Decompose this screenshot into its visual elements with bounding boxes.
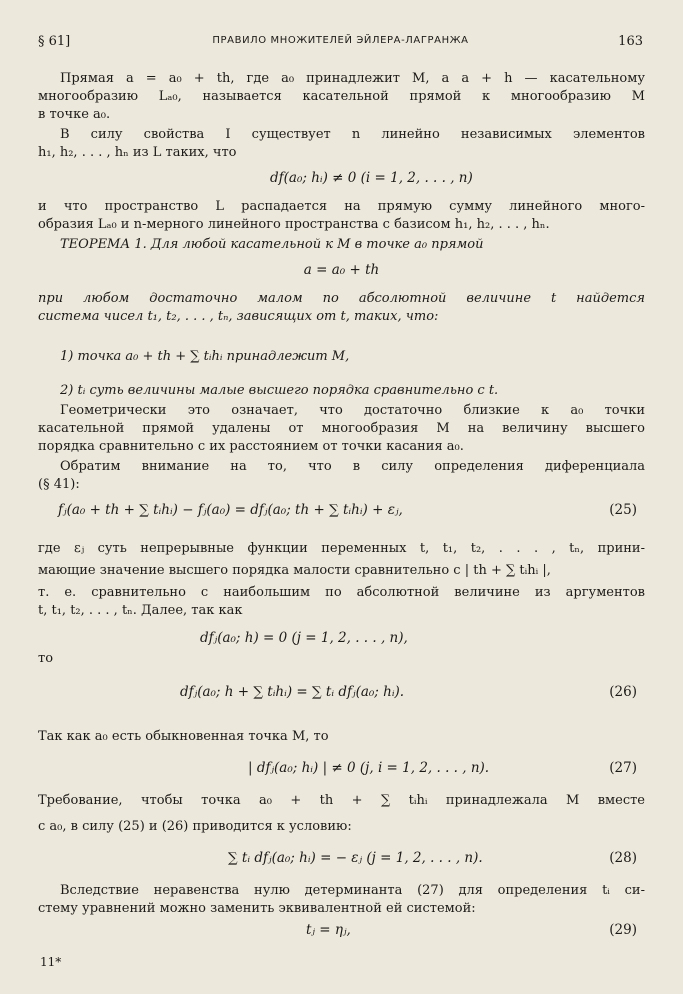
text-line: образия Lₐ₀ и n-мерного линейного пространства с базисом h₁, h₂, . . . , hₙ. xyxy=(38,217,550,232)
signature-mark: 11* xyxy=(40,955,62,969)
text-line: касательной прямой удалены от многообразия M на величину высшего xyxy=(38,421,645,436)
equation-number: (27) xyxy=(609,760,637,776)
text-line: с a₀, в силу (25) и (26) приводится к условию: xyxy=(38,819,352,834)
text-line: Вследствие неравенства нулю детерминанта (27) для определения tᵢ си- xyxy=(60,883,645,898)
text-line: Прямая a = a₀ + th, где a₀ принадлежит M, а a + h — касательному xyxy=(60,71,645,86)
running-title: ПРАВИЛО МНОЖИТЕЛЕЙ ЭЙЛЕРА-ЛАГРАНЖА xyxy=(212,35,469,46)
text-line: В силу свойства I существует n линейно независимых элементов xyxy=(60,127,645,142)
equation-number: (28) xyxy=(609,850,637,866)
text-line: порядка сравнительно с их расстоянием от точки касания a₀. xyxy=(38,439,464,454)
text-line: где εⱼ суть непрерывные функции переменных t, t₁, t₂, . . . , tₙ, прини- xyxy=(38,541,645,556)
text-line: в точке a₀. xyxy=(38,107,111,122)
section-mark: § 61] xyxy=(38,34,71,49)
formula: a = a₀ + th xyxy=(303,262,380,278)
formula: fⱼ(a₀ + th + ∑ tᵢhᵢ) − fⱼ(a₀) = dfⱼ(a₀; th + ∑ tᵢhᵢ) + εⱼ, xyxy=(58,502,403,518)
equation-number: (29) xyxy=(609,922,637,938)
text-line: Так как a₀ есть обыкновенная точка M, то xyxy=(38,729,329,744)
text-line: (§ 41): xyxy=(38,477,80,492)
equation-number: (26) xyxy=(609,684,637,700)
formula: ∑ tᵢ dfⱼ(a₀; hᵢ) = − εⱼ (j = 1, 2, . . . , n). xyxy=(228,850,483,866)
text-line: Требование, чтобы точка a₀ + th + ∑ tᵢhᵢ принадлежала M вместе xyxy=(38,793,645,808)
text-line: то xyxy=(38,651,54,666)
text-line: Обратим внимание на то, что в силу определения диференциала xyxy=(60,459,645,474)
theorem-statement: ТЕОРЕМА 1. Для любой касательной к M в точке a₀ прямой xyxy=(60,237,484,252)
text-line: Геометрически это означает, что достаточно близкие к a₀ точки xyxy=(60,403,645,418)
formula: tⱼ = ηⱼ, xyxy=(306,922,351,938)
text-line: 2) tᵢ суть величины малые высшего порядка сравнительно с t. xyxy=(60,383,499,398)
running-header xyxy=(38,34,643,54)
text-line: стему уравнений можно заменить эквивалентной ей системой: xyxy=(38,901,476,916)
text-line: 1) точка a₀ + th + ∑ tᵢhᵢ принадлежит M, xyxy=(60,349,350,364)
text-line: и что пространство L распадается на прямую сумму линейного много- xyxy=(38,199,645,214)
text-line: мающие значение высшего порядка малости сравнительно с | th + ∑ tᵢhᵢ |, xyxy=(38,563,551,578)
text-line: т. е. сравнительно с наибольшим по абсолютной величине из аргументов xyxy=(38,585,645,600)
page-number: 163 xyxy=(618,34,643,49)
text-line: h₁, h₂, . . . , hₙ из L таких, что xyxy=(38,145,237,160)
text-line: при любом достаточно малом по абсолютной величине t найдется xyxy=(38,291,645,306)
formula: | dfⱼ(a₀; hᵢ) | ≠ 0 (j, i = 1, 2, . . . , n). xyxy=(248,760,490,776)
formula: dfⱼ(a₀; h) = 0 (j = 1, 2, . . . , n), xyxy=(200,630,408,646)
text-line: многообразию Lₐ₀, называется касательной прямой к многообразию M xyxy=(38,89,645,104)
text-line: t, t₁, t₂, . . . , tₙ. Далее, так как xyxy=(38,603,243,618)
text-line: система чисел t₁, t₂, . . . , tₙ, зависящих от t, таких, что: xyxy=(38,309,439,324)
formula: df(a₀; hᵢ) ≠ 0 (i = 1, 2, . . . , n) xyxy=(270,170,473,186)
equation-number: (25) xyxy=(609,502,637,518)
formula: dfⱼ(a₀; h + ∑ tᵢhᵢ) = ∑ tᵢ dfⱼ(a₀; hᵢ). xyxy=(180,684,405,700)
